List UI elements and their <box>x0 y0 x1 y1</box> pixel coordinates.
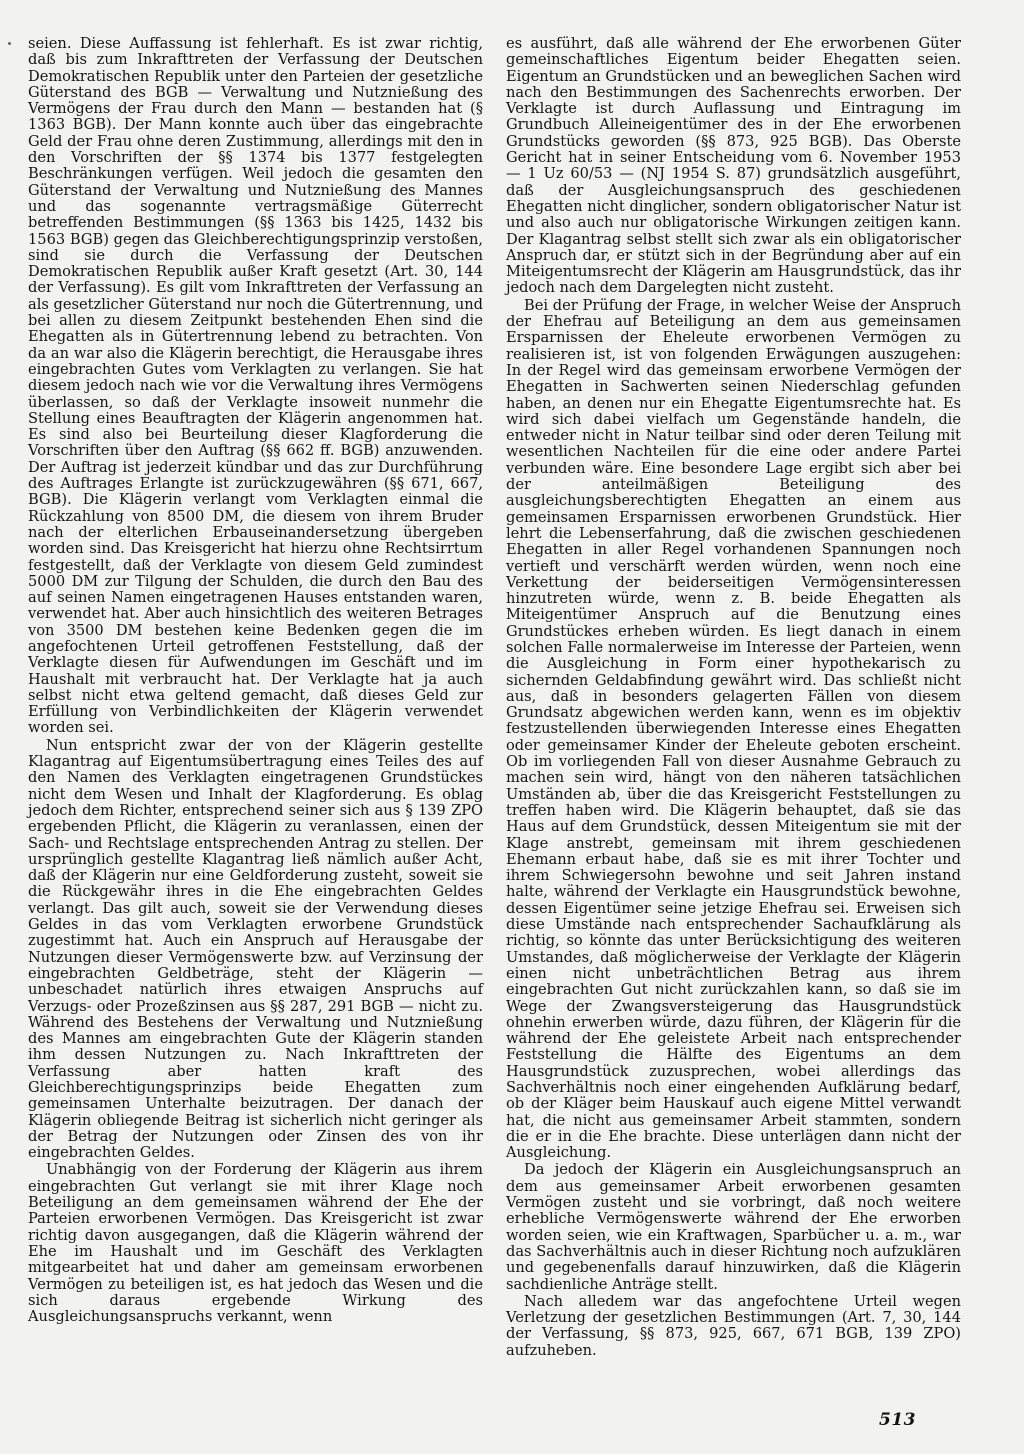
paragraph: es ausführt, daß alle während der Ehe erworbenen Güter gemeinschaftliches Eigentum beider Ehegatten seien. Eigentum an Grundstücken und an beweglichen Sachen wird nach den Bestimmungen des Sachenrechts erworben. Der Verklagte ist durch Auflassung und Eintragung im Grundbuch Alleineigentümer des in der Ehe erworbenen Grundstücks geworden (§§ 873, 925 BGB). Das Oberste Gericht hat in seiner Entscheidung vom 6. November 1953 — 1 Uz 60/53 — (NJ 1954 S. 87) grundsätzlich ausgeführt, daß der Ausgleichungsanspruch des geschiedenen Ehegatten nicht dinglicher, sondern obligatorischer Natur ist und also auch nur obligatorische Wirkungen zeitigen kann. Der Klagantrag selbst stellt sich zwar als ein obligatorischer Anspruch dar, er stützt sich in der Begründung aber auf ein Miteigentumsrecht der Klägerin am Hausgrundstück, das ihr jedoch nach dem Dargelegten nicht zusteht. <box>506 35 961 297</box>
paragraph: Da jedoch der Klägerin ein Ausgleichungsanspruch an dem aus gemeinsamer Arbeit erworbenen gesamten Vermögen zusteht und sie vorbringt, daß noch weitere erhebliche Vermögenswerte während der Ehe erworben worden seien, wie ein Kraftwagen, Sparbücher u. a. m., war das Sachverhältnis auch in dieser Richtung noch aufzuklären und gegebenenfalls darauf hinzuwirken, daß die Klägerin sachdienliche Anträge stellt. <box>506 1161 961 1293</box>
page-number: 513 <box>879 1410 916 1430</box>
paragraph: Unabhängig von der Forderung der Klägerin aus ihrem eingebrachten Gut verlangt sie mit ihrer Klage noch Beteiligung an dem gemeinsamen während der Ehe der Parteien erworbenen Vermögen. Das Kreisgericht ist zwar richtig davon ausgegangen, daß die Klägerin während der Ehe im Haushalt und im Geschäft des Verklagten mitgearbeitet hat und daher am gemeinsam erworbenen Vermögen zu beteiligen ist, es hat jedoch das Wesen und die sich daraus ergebende Wirkung des Ausgleichungsanspruchs verkannt, wenn <box>28 1161 483 1326</box>
paragraph: seien. Diese Auffassung ist fehlerhaft. Es ist zwar richtig, daß bis zum Inkrafttreten der Verfassung der Deutschen Demokratischen Republik unter den Parteien der gesetzliche Güterstand des BGB — Verwaltung und Nutznießung des Vermögens der Frau durch den Mann — bestanden hat (§ 1363 BGB). Der Mann konnte auch über das eingebrachte Geld der Frau ohne deren Zustimmung, allerdings mit den in den Vorschriften der §§ 1374 bis 1377 festgelegten Beschränkungen verfügen. Weil jedoch die gesamten den Güterstand der Verwaltung und Nutznießung des Mannes und das sogenannte vertragsmäßige Güterrecht betreffenden Bestimmungen (§§ 1363 bis 1425, 1432 bis 1563 BGB) gegen das Gleichberechtigungsprinzip verstoßen, sind sie durch die Verfassung der Deutschen Demokratischen Republik außer Kraft gesetzt (Art. 30, 144 der Verfassung). Es gilt vom Inkrafttreten der Verfassung an als gesetzlicher Güterstand nur noch die Gütertrennung, und bei allen zu diesem Zeitpunkt bestehenden Ehen sind die Ehegatten als in Gütertrennung lebend zu betrachten. Von da an war also die Klägerin berechtigt, die Herausgabe ihres eingebrachten Gutes vom Verklagten zu verlangen. Sie hat diesem jedoch nach wie vor die Verwaltung ihres Vermögens überlassen, so daß der Verklagte insoweit nunmehr die Stellung eines Beauftragten der Klägerin angenommen hat. Es sind also bei Beurteilung dieser Klagforderung die Vorschriften über den Auftrag (§§ 662 ff. BGB) anzuwenden. Der Auftrag ist jederzeit kündbar und das zur Durchführung des Auftrages Erlangte ist zurückzugewähren (§§ 671, 667, BGB). Die Klägerin verlangt vom Verklagten einmal die Rückzahlung von 8500 DM, die diesem von ihrem Bruder nach der elterlichen Erbauseinandersetzung übergeben worden sind. Das Kreisgericht hat hierzu ohne Rechtsirrtum festgestellt, daß der Verklagte von diesem Geld zumindest 5000 DM zur Tilgung der Schulden, die durch den Bau des auf seinen Namen eingetragenen Hauses entstanden waren, verwendet hat. Aber auch hinsichtlich des weiteren Betrages von 3500 DM bestehen keine Bedenken gegen die im angefochtenen Urteil getroffenen Feststellung, daß der Verklagte diesen für Aufwendungen im Geschäft und im Haushalt mit verbraucht hat. Der Verklagte hat ja auch selbst nicht etwa geltend gemacht, daß dieses Geld zur Erfüllung von Verbindlichkeiten der Klägerin verwendet worden sei. <box>28 35 483 737</box>
left-column <box>28 36 483 1326</box>
paragraph: Nach alledem war das angefochtene Urteil wegen Verletzung der gesetzlichen Bestimmungen (Art. 7, 30, 144 der Verfassung, §§ 873, 925, 667, 671 BGB, 139 ZPO) aufzuheben. <box>506 1292 961 1359</box>
paragraph: Nun entspricht zwar der von der Klägerin gestellte Klagantrag auf Eigentumsübertragung eines Teiles des auf den Namen des Verklagten eingetragenen Grundstückes nicht dem Wesen und Inhalt der Klagforderung. Es oblag jedoch dem Richter, entsprechend seiner sich aus § 139 ZPO ergebenden Pflicht, die Klägerin zu veranlassen, einen der Sach- und Rechtslage entsprechenden Antrag zu stellen. Der ursprünglich gestellte Klagantrag ließ nämlich außer Acht, daß der Klägerin nur eine Geldforderung zusteht, soweit sie die Rückgewähr ihres in die Ehe eingebrachten Geldes verlangt. Das gilt auch, soweit sie der Verwendung dieses Geldes in das vom Verklagten erworbene Grundstück zugestimmt hat. Auch ein Anspruch auf Herausgabe der Nutzungen dieser Vermögenswerte bzw. auf Verzinsung der eingebrachten Geldbeträge, steht der Klägerin — unbeschadet natürlich ihres etwaigen Anspruchs auf Verzugs- oder Prozeßzinsen aus §§ 287, 291 BGB — nicht zu. Während des Bestehens der Verwaltung und Nutznießung des Mannes am eingebrachten Gute der Klägerin standen ihm dessen Nutzungen zu. Nach Inkrafttreten der Verfassung aber hatten kraft des Gleichberechtigungsprinzips beide Ehegatten zum gemeinsamen Unterhalte beizutragen. Der danach der Klägerin obliegende Beitrag ist sicherlich nicht geringer als der Betrag der Nutzungen oder Zinsen des von ihr eingebrachten Geldes. <box>28 736 483 1162</box>
margin-mark <box>8 42 11 45</box>
right-column <box>506 36 961 1360</box>
paragraph: Bei der Prüfung der Frage, in welcher Weise der Anspruch der Ehefrau auf Beteiligung an dem aus gemeinsamen Ersparnissen der Eheleute erworbenen Vermögen zu realisieren ist, ist von folgenden Erwägungen auszugehen: In der Regel wird das gemeinsam erworbene Vermögen der Ehegatten in Sachwerten seinen Niederschlag gefunden haben, an denen nur ein Ehegatte Eigentumsrechte hat. Es wird sich dabei vielfach um Gegenstände handeln, die entweder nicht in Natur teilbar sind oder deren Teilung mit wesentlichen Nachteilen für die eine oder andere Partei verbunden wäre. Eine besondere Lage ergibt sich aber bei der anteilmäßigen Beteiligung des ausgleichungsberechtigten Ehegatten an einem aus gemeinsamen Ersparnissen erworbenen Grundstück. Hier lehrt die Lebenserfahrung, daß die zwischen geschiedenen Ehegatten in aller Regel vorhandenen Spannungen noch vertieft und verschärft werden würden, wenn noch eine Verkettung der beiderseitigen Vermögensinteressen hinzutreten würde, wenn z. B. beide Ehegatten als Miteigentümer Anspruch auf die Benutzung eines Grundstückes erheben würden. Es liegt danach in einem solchen Falle normalerweise im Interesse der Parteien, wenn die Ausgleichung in Form einer hypothekarisch zu sichernden Geldabfindung gewährt wird. Das schließt nicht aus, daß in besonders gelagerten Fällen von diesem Grundsatz abgewichen werden kann, wenn es im objektiv festzustellenden überwiegenden Interesse eines Ehegatten oder gemeinsamer Kinder der Eheleute geboten erscheint. Ob im vorliegenden Fall von dieser Ausnahme Gebrauch zu machen sein wird, hängt von den näheren tatsächlichen Umständen ab, über die das Kreisgericht Feststellungen zu treffen haben wird. Die Klägerin behauptet, daß sie das Haus auf dem Grundstück, dessen Miteigentum sie mit der Klage anstrebt, gemeinsam mit ihrem geschiedenen Ehemann erbaut habe, daß sie es mit ihrer Tochter und ihrem Schwiegersohn bewohne und seit Jahren instand halte, während der Verklagte ein Hausgrundstück bewohne, dessen Eigentümer seine jetzige Ehefrau sei. Erweisen sich diese Umstände nach entsprechender Sachaufklärung als richtig, so könnte das unter Berücksichtigung des weiteren Umstandes, daß möglicherweise der Verklagte der Klägerin einen nicht unbeträchtlichen Betrag aus ihrem eingebrachten Gut nicht zurückzahlen kann, so daß sie im Wege der Zwangsversteigerung das Hausgrundstück ohnehin erwerben würde, dazu führen, der Klägerin für die während der Ehe geleistete Arbeit nach entsprechender Feststellung die Hälfte des Eigentums an dem Hausgrundstück zuzusprechen, wobei allerdings das Sachverhältnis noch einer eingehenden Aufklärung bedarf, ob der Kläger beim Hauskauf auch eigene Mittel verwandt hat, die nicht aus gemeinsamer Arbeit stammten, sondern die er in die Ehe brachte. Diese unterlägen dann nicht der Ausgleichung. <box>506 296 961 1162</box>
